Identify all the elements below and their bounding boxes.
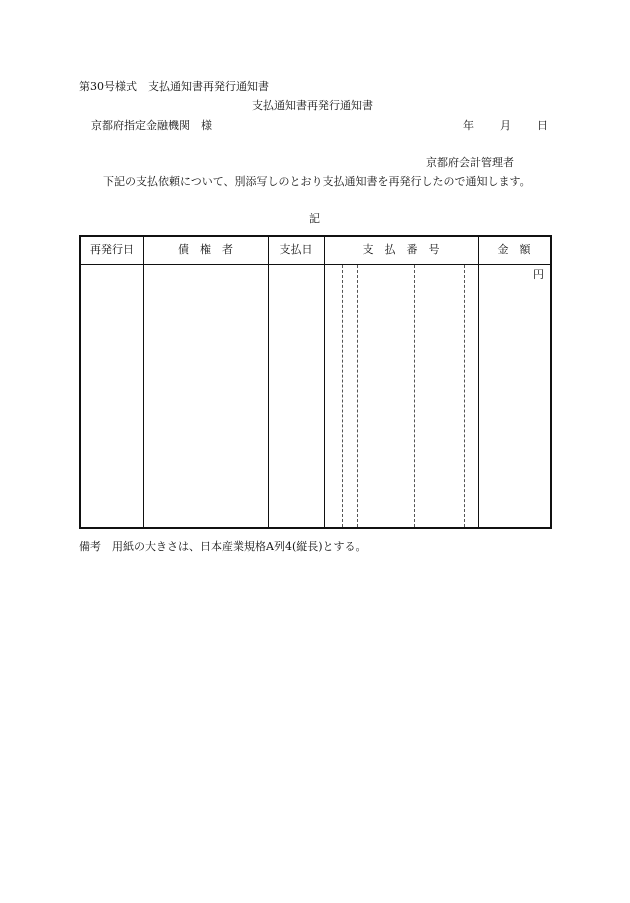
addressee: 京都府指定金融機関 様 bbox=[91, 119, 212, 132]
header-payment-date: 支払日 bbox=[279, 243, 313, 256]
yen-unit: 円 bbox=[533, 268, 544, 281]
payment-number-dashed-divider bbox=[357, 265, 358, 527]
header-divider bbox=[81, 264, 550, 265]
date-month-label: 月 bbox=[500, 119, 511, 132]
issuer: 京都府会計管理者 bbox=[426, 156, 514, 169]
date-year-label: 年 bbox=[463, 119, 474, 132]
header-payment-number: 支 払 番 号 bbox=[362, 243, 440, 256]
header-creditor: 債 権 者 bbox=[178, 243, 233, 256]
reissue-table bbox=[79, 235, 552, 529]
note: 備考 用紙の大きさは、日本産業規格A列4(縦長)とする。 bbox=[79, 540, 367, 553]
column-divider bbox=[324, 237, 325, 527]
header-reissue-date: 再発行日 bbox=[90, 243, 134, 256]
payment-number-dashed-divider bbox=[342, 265, 343, 527]
date-day-label: 日 bbox=[537, 119, 548, 132]
payment-number-dashed-divider bbox=[414, 265, 415, 527]
body-text: 下記の支払依頼について、別添写しのとおり支払通知書を再発行したので通知します。 bbox=[103, 175, 531, 188]
column-divider bbox=[268, 237, 269, 527]
form-label: 第30号様式 支払通知書再発行通知書 bbox=[79, 80, 269, 93]
column-divider bbox=[143, 237, 144, 527]
header-amount: 金 額 bbox=[497, 243, 531, 256]
column-divider bbox=[478, 237, 479, 527]
ki-label: 記 bbox=[309, 212, 320, 225]
document-title: 支払通知書再発行通知書 bbox=[252, 99, 373, 112]
payment-number-dashed-divider bbox=[464, 265, 465, 527]
